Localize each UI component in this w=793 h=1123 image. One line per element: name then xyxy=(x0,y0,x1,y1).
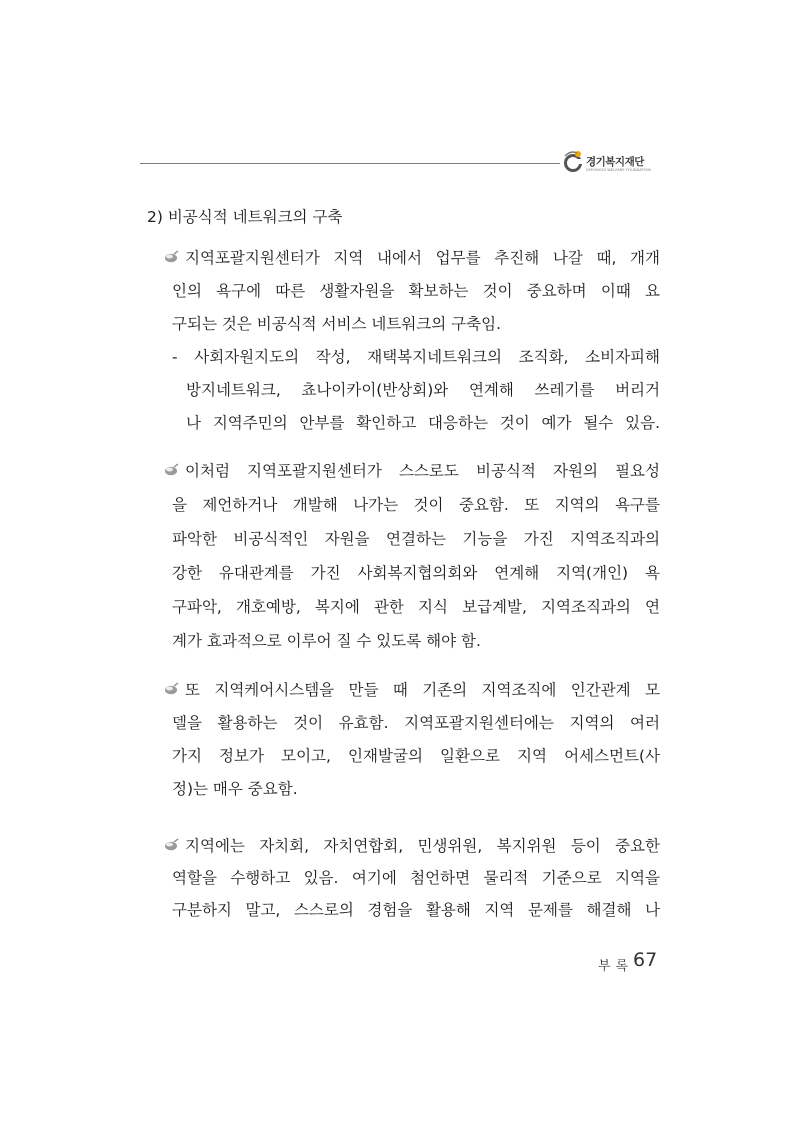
bullet-icon xyxy=(163,682,180,696)
paragraph-line: 지역포괄지원센터가 지역 내에서 업무를 추진해 나갈 때, 개개 xyxy=(185,249,660,267)
paragraph-line: 지역에는 자치회, 자치연합회, 민생위원, 복지위원 등이 중요한 xyxy=(185,837,660,855)
paragraph-line: 정)는 매우 중요함. xyxy=(172,780,298,798)
paragraph-line: 계가 효과적으로 이루어 질 수 있도록 해야 함. xyxy=(172,632,481,650)
paragraph-line: 가지 정보가 모이고, 인재발굴의 일환으로 지역 어세스먼트(사 xyxy=(172,747,660,765)
paragraph-line: 구되는 것은 비공식적 서비스 네트워크의 구축임. xyxy=(172,315,502,333)
footer-label: 부록 xyxy=(598,959,634,974)
bullet-icon xyxy=(163,838,180,852)
paragraph-line: 인의 욕구에 따른 생활자원을 확보하는 것이 중요하며 이때 요 xyxy=(172,282,660,300)
logo-title: 경기복지재단 xyxy=(586,156,644,168)
logo-subtitle: GYEONGGI WELFARE FOUNDATION xyxy=(586,168,651,172)
paragraph-line: 구분하지 말고, 스스로의 경험을 활용해 지역 문제를 해결해 나 xyxy=(172,901,660,919)
bullet-icon xyxy=(163,250,180,264)
foundation-logo xyxy=(562,148,672,178)
paragraph-line: 이처럼 지역포괄지원센터가 스스로도 비공식적 자원의 필요성 xyxy=(185,462,660,480)
page-number: 67 xyxy=(633,949,658,971)
paragraph-line: 델을 활용하는 것이 유효함. 지역포괄지원센터에는 지역의 여러 xyxy=(172,714,660,732)
paragraph-line: 파악한 비공식적인 자원을 연결하는 기능을 가진 지역조직과의 xyxy=(172,530,660,548)
foundation-logo-icon xyxy=(562,148,586,176)
paragraph-line: 강한 유대관계를 가진 사회복지협의회와 연계해 지역(개인) 욕 xyxy=(172,564,660,582)
sub-item-line: - 사회자원지도의 작성, 재택복지네트워크의 조직화, 소비자피해 xyxy=(172,348,660,366)
sub-item-line: 방지네트워크, 쵸나이카이(반상회)와 연계해 쓰레기를 버리거 xyxy=(186,381,660,399)
paragraph-line: 구파악, 개호예방, 복지에 관한 지식 보급계발, 지역조직과의 연 xyxy=(172,598,660,616)
paragraph-line: 또 지역케어시스템을 만들 때 기존의 지역조직에 인간관계 모 xyxy=(185,681,660,699)
header-rule xyxy=(140,163,560,164)
section-title: 2) 비공식적 네트워크의 구축 xyxy=(147,208,343,226)
paragraph-line: 을 제언하거나 개발해 나가는 것이 중요함. 또 지역의 욕구를 xyxy=(172,496,660,514)
paragraph-line: 역할을 수행하고 있음. 여기에 첨언하면 물리적 기준으로 지역을 xyxy=(172,869,660,887)
sub-item-line: 나 지역주민의 안부를 확인하고 대응하는 것이 예가 될수 있음. xyxy=(186,414,660,432)
bullet-icon xyxy=(163,463,180,477)
